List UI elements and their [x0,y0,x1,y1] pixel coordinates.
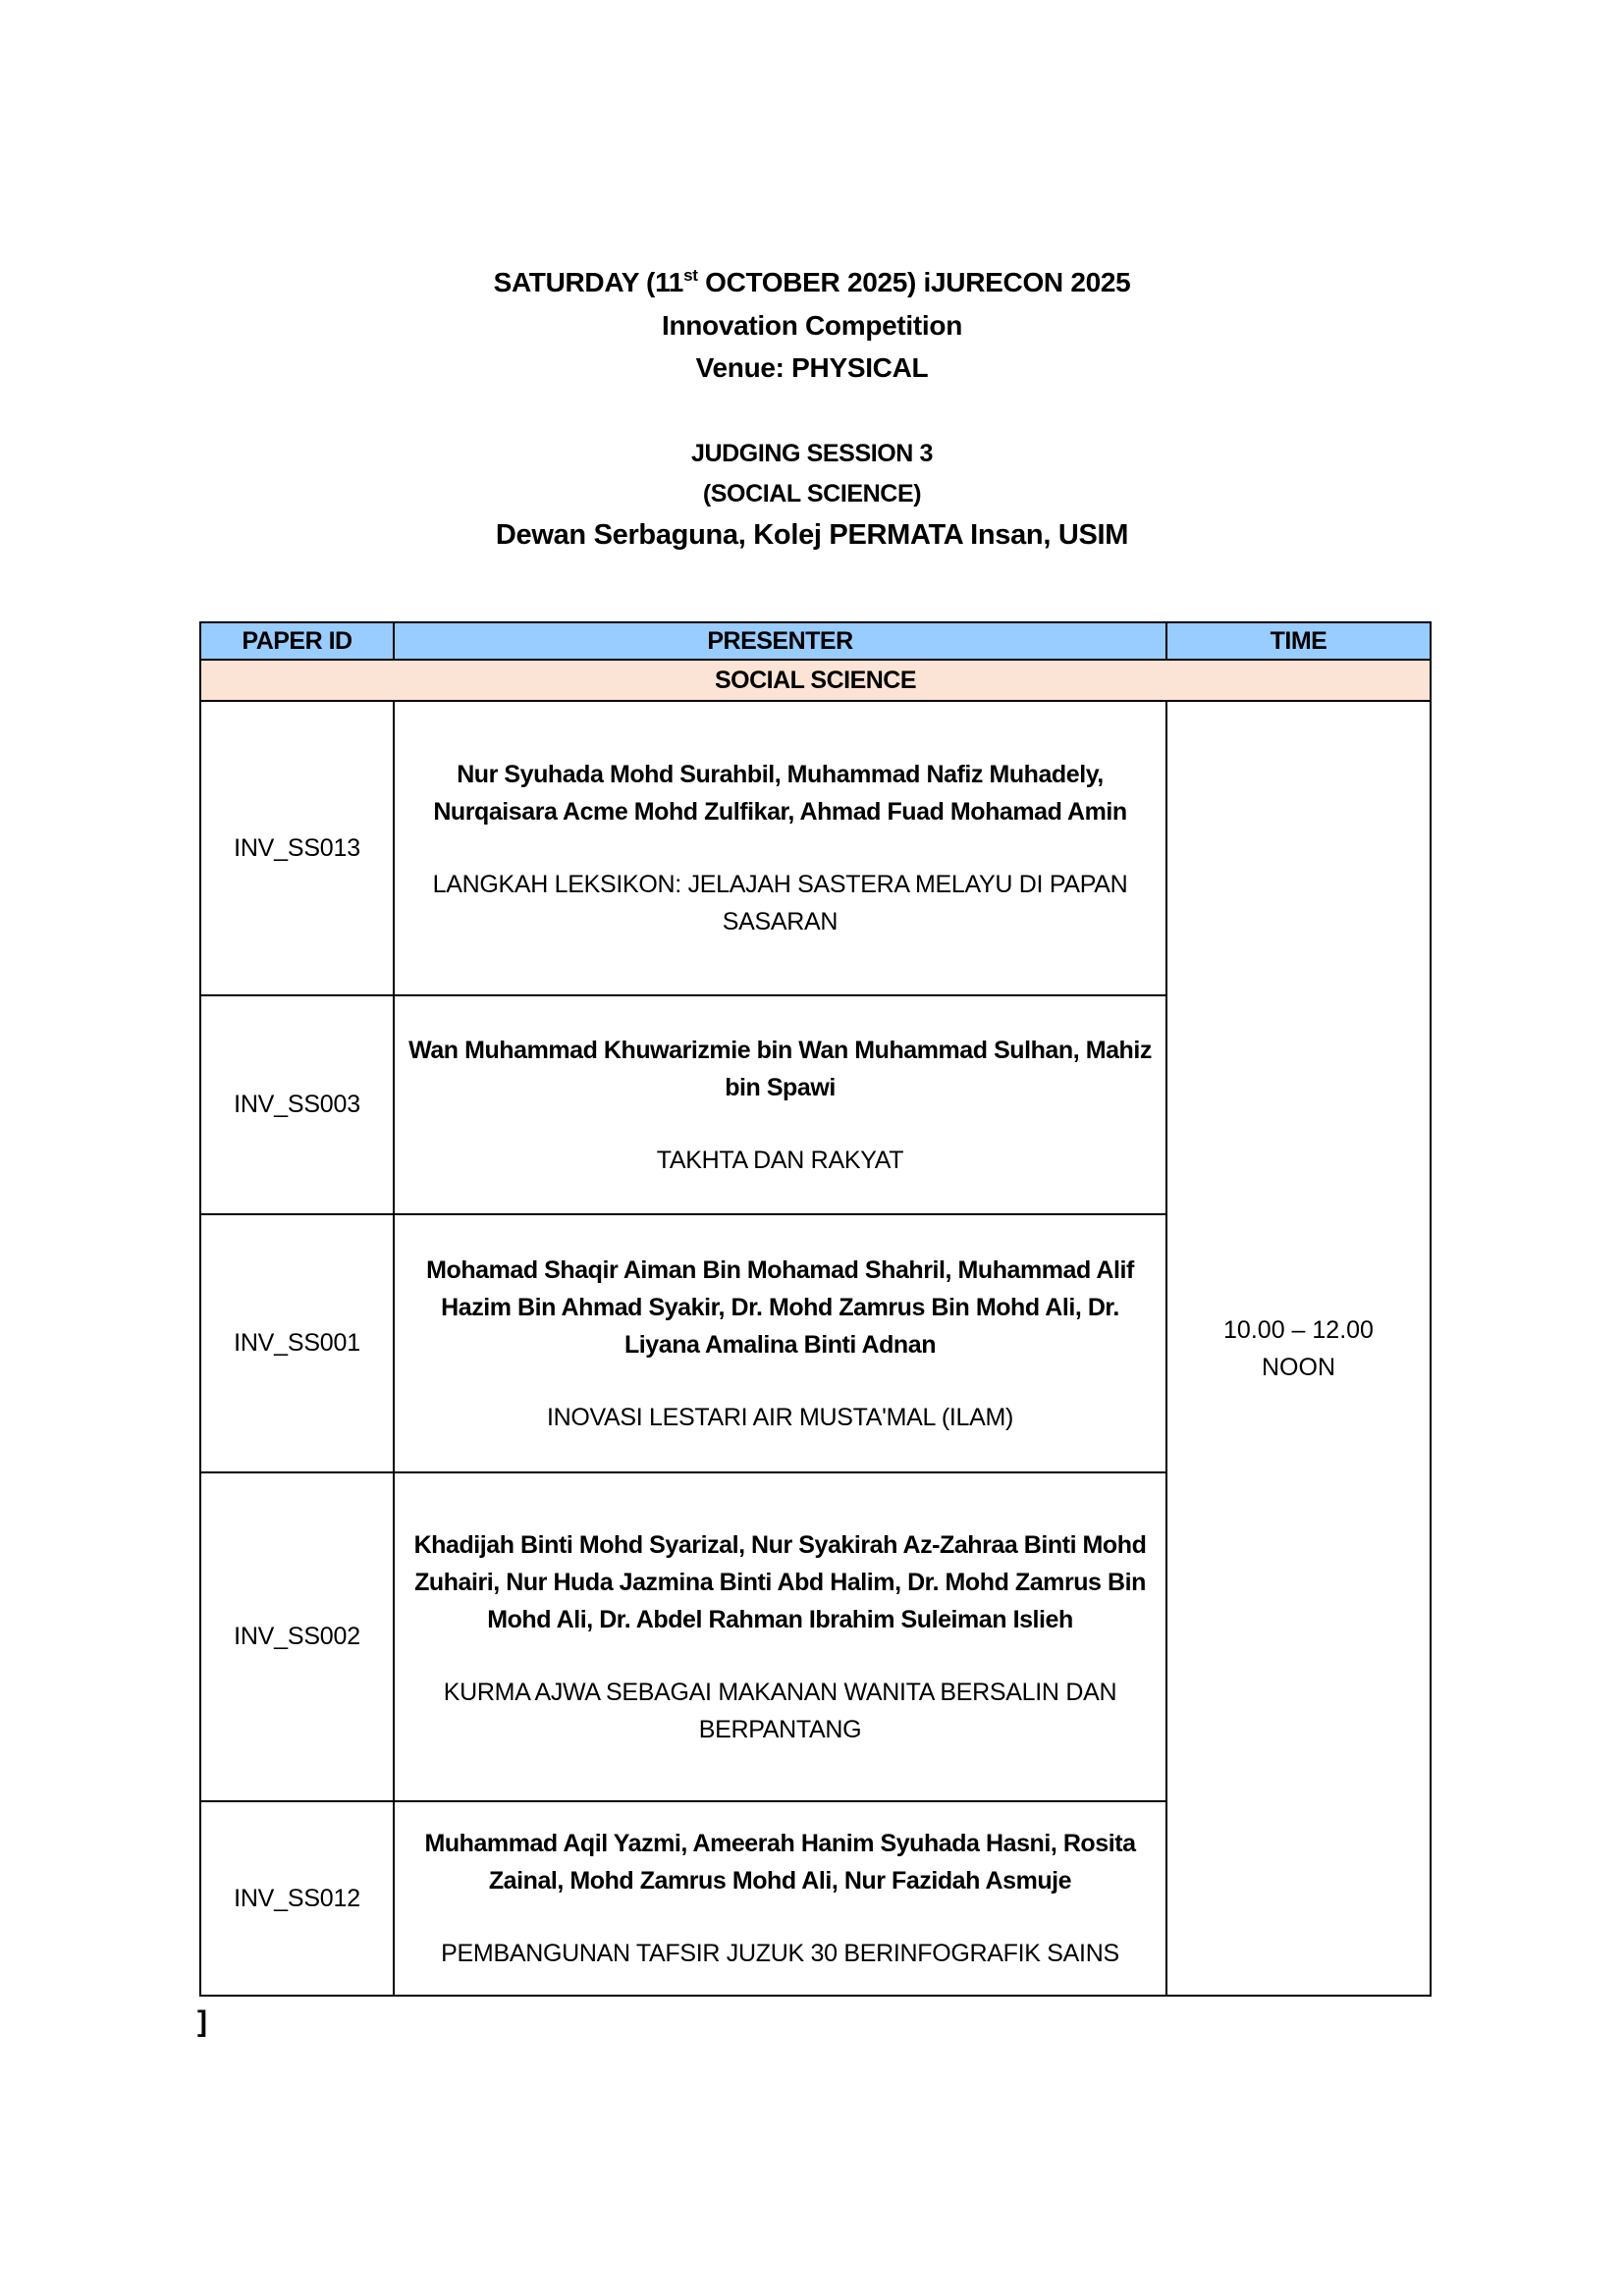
table-header-row [200,622,1431,660]
project-title: TAKHTA DAN RAKYAT [656,1146,904,1174]
competition-title: Innovation Competition [661,310,963,341]
presenter-cell [394,1801,1166,1996]
stray-bracket-mark: ] [197,2005,207,2038]
project-title: PEMBANGUNAN TAFSIR JUZUK 30 BERINFOGRAFIK SAINS [441,1940,1119,1967]
time-slot-cell [1166,701,1431,1996]
paper-id-cell: INV_SS012 [200,1801,394,1996]
session-title: JUDGING SESSION 3 [690,440,934,467]
presenter-cell [394,1214,1166,1472]
category-row [200,660,1431,701]
project-title: LANGKAH LEKSIKON: JELAJAH SASTERA MELAYU DI PAPAN SASARAN [432,871,1128,935]
time-period: NOON [1262,1353,1335,1381]
venue-line [0,348,1624,388]
venue-value: PHYSICAL [791,352,929,383]
presenter-cell [394,701,1166,995]
session-subtitle: (SOCIAL SCIENCE) [702,480,922,507]
date-ordinal-suffix: st [683,266,698,285]
column-header-paper-id: PAPER ID [200,622,394,660]
time-range: 10.00 – 12.00 [1223,1315,1374,1344]
column-header-time: TIME [1166,622,1431,660]
schedule-table [199,621,1432,1997]
paper-id-cell: INV_SS002 [200,1472,394,1801]
project-title: KURMA AJWA SEBAGAI MAKANAN WANITA BERSALIN DAN BERPANTANG [443,1678,1117,1743]
session-location: Dewan Serbaguna, Kolej PERMATA Insan, USIM [495,519,1129,551]
presenter-names: Mohamad Shaqir Aiman Bin Mohamad Shahril, Muhammad Alif Hazim Bin Ahmad Syakir, Dr. Mohd Zamrus Bin Mohd Ali, Dr. Liyana Amalina Binti Adnan [426,1255,1134,1359]
event-date-prefix: SATURDAY (11 [493,267,684,297]
paper-id-cell: INV_SS013 [200,701,394,995]
presenter-cell [394,1472,1166,1801]
venue-label: Venue: [695,352,792,383]
presenter-names: Khadijah Binti Mohd Syarizal, Nur Syakirah Az-Zahraa Binti Mohd Zuhairi, Nur Huda Jazmina Binti Abd Halim, Dr. Mohd Zamrus Bin Mohd Ali, Dr. Abdel Rahman Ibrahim Suleiman Islieh [413,1530,1147,1633]
category-label: SOCIAL SCIENCE [200,660,1431,701]
paper-id-cell: INV_SS001 [200,1214,394,1472]
presenter-cell [394,995,1166,1214]
event-date-title [0,263,1624,302]
project-title: INOVASI LESTARI AIR MUSTA'MAL (ILAM) [546,1403,1014,1431]
table-row [200,701,1431,995]
paper-id-cell: INV_SS003 [200,995,394,1214]
event-date-suffix: OCTOBER 2025) iJURECON 2025 [697,267,1131,297]
presenter-names: Muhammad Aqil Yazmi, Ameerah Hanim Syuhada Hasni, Rosita Zainal, Mohd Zamrus Mohd Ali, Nur Fazidah Asmuje [424,1830,1136,1895]
column-header-presenter: PRESENTER [394,622,1166,660]
presenter-names: Nur Syuhada Mohd Surahbil, Muhammad Nafiz Muhadely, Nurqaisara Acme Mohd Zulfikar, Ahmad Fuad Mohamad Amin [433,761,1127,826]
presenter-names: Wan Muhammad Khuwarizmie bin Wan Muhammad Sulhan, Mahiz bin Spawi [408,1036,1152,1101]
